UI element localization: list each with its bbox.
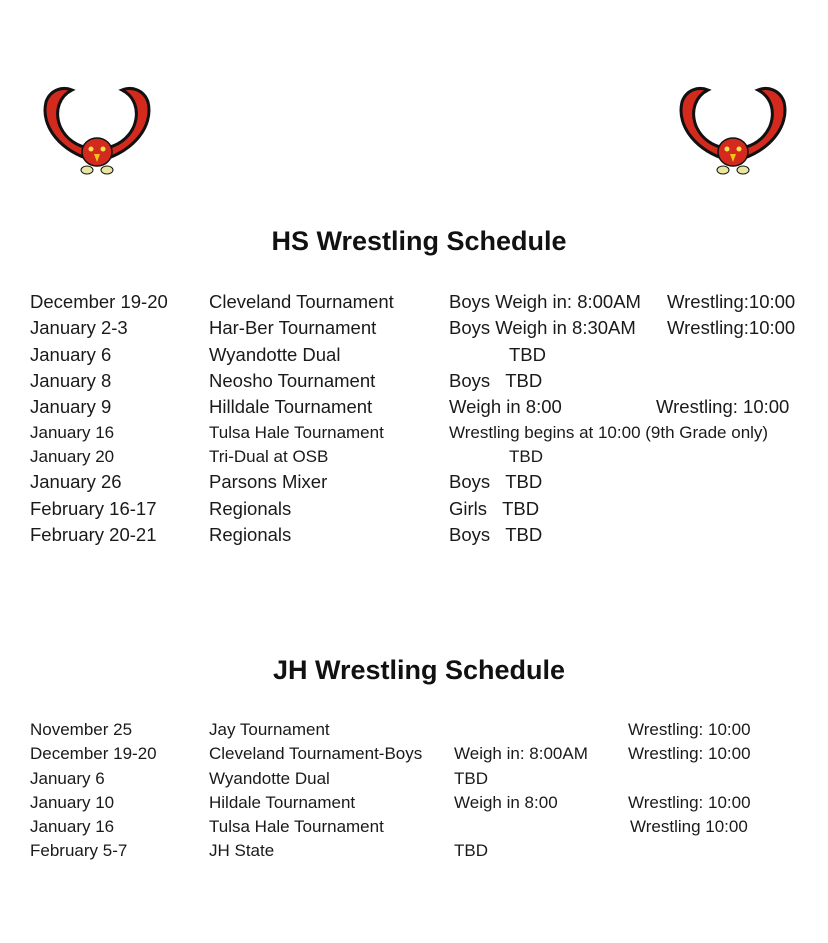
event: Wyandotte Dual bbox=[209, 769, 330, 788]
time: Wrestling 10:00 bbox=[630, 817, 748, 836]
event: Regionals bbox=[209, 524, 292, 545]
info: Girls TBD bbox=[449, 498, 540, 519]
info: TBD bbox=[454, 769, 488, 788]
event: Har-Ber Tournament bbox=[209, 317, 377, 338]
info: Boys Weigh in 8:30AM bbox=[449, 317, 636, 338]
info: TBD bbox=[509, 344, 546, 365]
time: Wrestling: 10:00 bbox=[628, 793, 751, 812]
info: TBD bbox=[454, 841, 488, 860]
jh-schedule-title: JH Wrestling Schedule bbox=[272, 655, 566, 685]
info: Weigh in 8:00 bbox=[454, 793, 558, 812]
info: Boys TBD bbox=[449, 370, 543, 391]
time: Wrestling: 10:00 bbox=[628, 744, 751, 763]
date: January 10 bbox=[30, 793, 115, 812]
info: Boys TBD bbox=[449, 524, 543, 545]
event: Regionals bbox=[209, 498, 292, 519]
date: December 19-20 bbox=[30, 291, 168, 312]
event: Tulsa Hale Tournament bbox=[209, 423, 384, 442]
time: Wrestling:10:00 bbox=[667, 317, 796, 338]
date: January 9 bbox=[30, 396, 112, 417]
event: Neosho Tournament bbox=[209, 370, 376, 391]
date: January 16 bbox=[30, 423, 115, 442]
hs-schedule-title: HS Wrestling Schedule bbox=[271, 226, 567, 256]
event: Hilldale Tournament bbox=[209, 396, 373, 417]
event: Jay Tournament bbox=[209, 720, 330, 739]
time: Wrestling:10:00 bbox=[667, 291, 796, 312]
info: TBD bbox=[509, 447, 543, 466]
event: Cleveland Tournament-Boys bbox=[209, 744, 423, 763]
hawk-logo-right bbox=[668, 82, 798, 182]
date: February 20-21 bbox=[30, 524, 157, 545]
date: January 16 bbox=[30, 817, 115, 836]
event: Tulsa Hale Tournament bbox=[209, 817, 384, 836]
event: Cleveland Tournament bbox=[209, 291, 394, 312]
time: Wrestling: 10:00 bbox=[656, 396, 790, 417]
event: Tri-Dual at OSB bbox=[209, 447, 329, 466]
time: Wrestling: 10:00 bbox=[628, 720, 751, 739]
info: Boys Weigh in: 8:00AM bbox=[449, 291, 641, 312]
date: December 19-20 bbox=[30, 744, 157, 763]
date: January 6 bbox=[30, 344, 112, 365]
date: January 2-3 bbox=[30, 317, 128, 338]
date: November 25 bbox=[30, 720, 133, 739]
event: JH State bbox=[209, 841, 275, 860]
info: Weigh in: 8:00AM bbox=[454, 744, 588, 763]
info: Wrestling begins at 10:00 (9th Grade only) bbox=[449, 423, 769, 442]
date: January 6 bbox=[30, 769, 105, 788]
event: Wyandotte Dual bbox=[209, 344, 341, 365]
date: January 8 bbox=[30, 370, 112, 391]
info: Boys TBD bbox=[449, 471, 543, 492]
hawk-logo-left bbox=[32, 82, 162, 182]
info: Weigh in 8:00 bbox=[449, 396, 562, 417]
event: Parsons Mixer bbox=[209, 471, 328, 492]
date: February 16-17 bbox=[30, 498, 157, 519]
event: Hildale Tournament bbox=[209, 793, 356, 812]
date: February 5-7 bbox=[30, 841, 128, 860]
date: January 20 bbox=[30, 447, 115, 466]
date: January 26 bbox=[30, 471, 122, 492]
